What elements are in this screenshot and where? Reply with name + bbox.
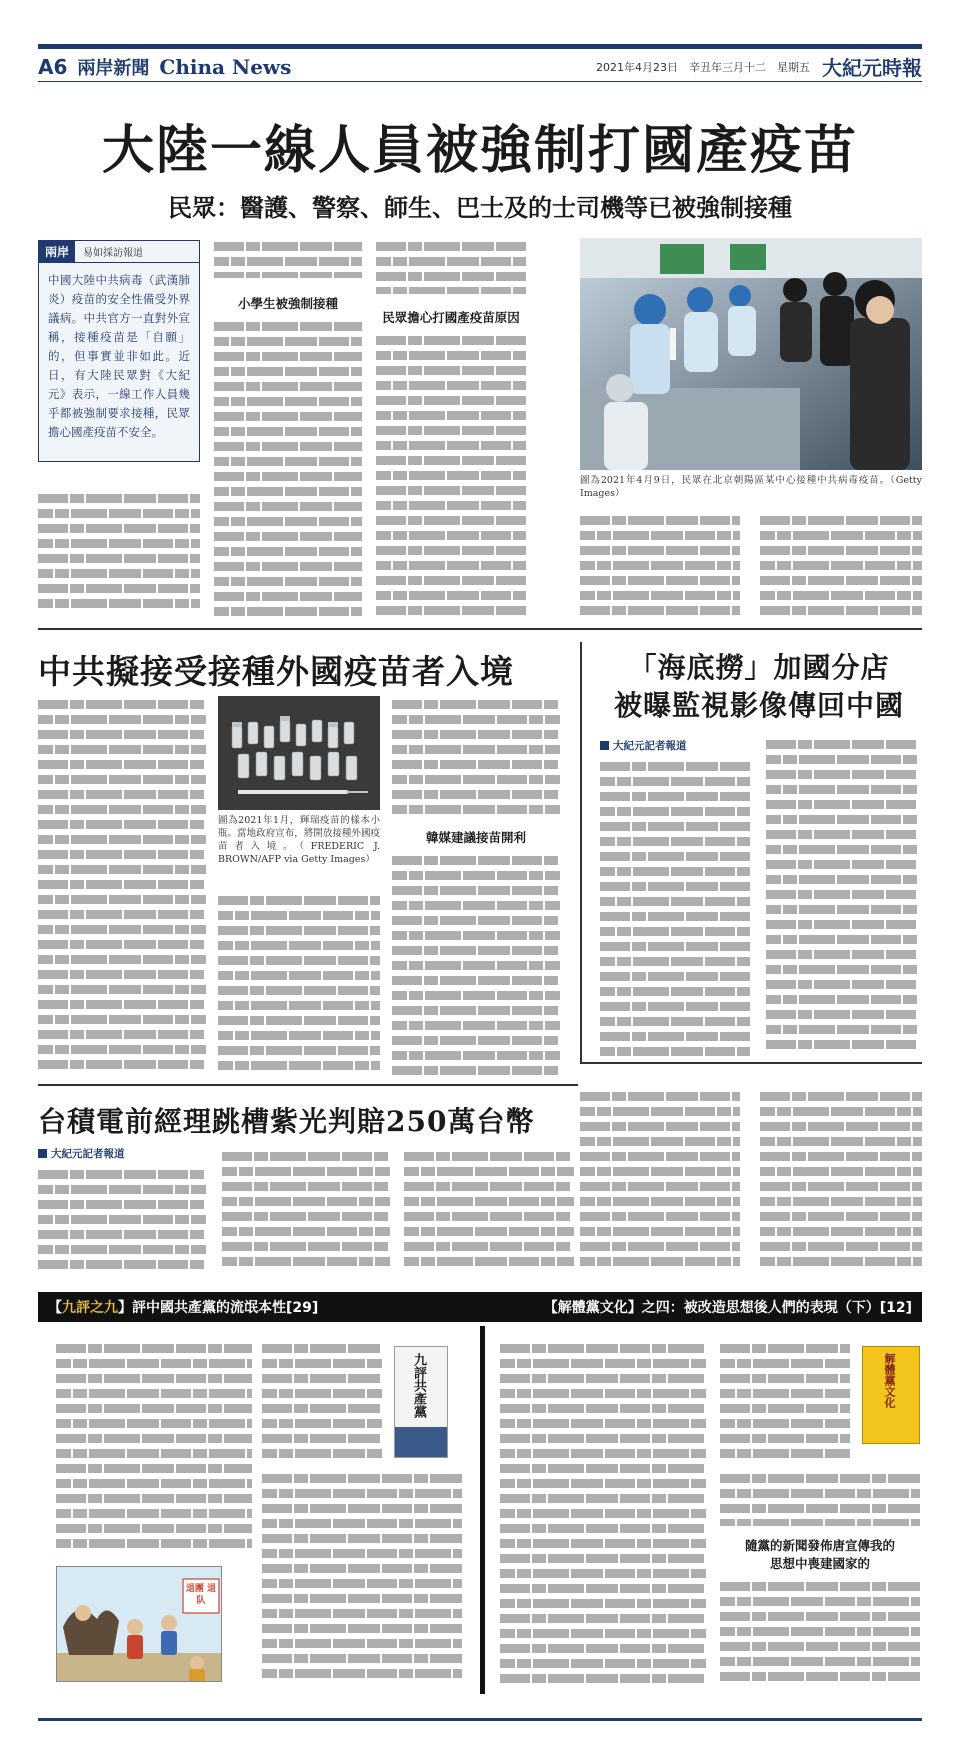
story3-headline-line1: 「海底撈」加國分店 — [628, 651, 890, 684]
article-column — [760, 1088, 922, 1270]
story3-byline: 大紀元記者報道 — [600, 738, 687, 753]
story4-byline: 大紀元記者報道 — [38, 1146, 125, 1161]
section-divider — [38, 628, 922, 630]
vaccination-photo — [580, 238, 922, 470]
article-column — [580, 512, 740, 616]
article-column — [376, 332, 526, 616]
article-column — [214, 318, 362, 616]
book-title: 九評共產黨 — [411, 1353, 426, 1418]
article-column — [262, 1470, 462, 1682]
photo-caption: 圖為2021年1月，輝瑞疫苗的樣本小瓶。當地政府宣布，將開放接種外國疫苗者入境。（FREDERIC J. BROWN/AFP via Getty Images） — [218, 815, 380, 865]
article-column — [222, 1148, 390, 1270]
article-subhead: 思想中喪建國家的 — [769, 1556, 870, 1571]
serial-right-title: 【解體黨文化】之四：被改造思想後人們的表現（下）[12] — [543, 1300, 912, 1316]
article-column — [760, 512, 922, 616]
article-column — [218, 892, 380, 1076]
article-subhead: 隨黨的新聞發佈唐宣傳我的 — [744, 1538, 895, 1553]
article-column — [720, 1470, 920, 1526]
story3-headline-line2: 被曝監視影像傳回中國 — [613, 689, 904, 722]
book-cover-band — [395, 1427, 448, 1457]
main-subhead: 民眾：醫護、警察、師生、巴士及的士司機等已被強制接種 — [168, 193, 792, 222]
cartoon-label: 退團 退队 — [185, 1584, 217, 1606]
article-column — [404, 1148, 574, 1270]
main-headline: 大陸一線人員被強制打國產疫苗 — [101, 120, 858, 181]
cartoon-illustration — [56, 1566, 222, 1682]
lead-box-byline: 易如採訪報道 — [83, 248, 144, 259]
article-subhead: 小學生被強制接種 — [237, 296, 338, 311]
column-divider — [580, 642, 582, 1062]
article-column — [500, 1340, 706, 1690]
article-column — [214, 238, 362, 278]
book-title: 解體黨文化 — [883, 1353, 896, 1408]
section-title-en: China News — [159, 54, 292, 79]
book-cover-nine-commentaries — [394, 1346, 448, 1458]
lead-box — [38, 240, 200, 462]
book-cover-disintegrating-party-culture — [862, 1346, 920, 1444]
article-column — [56, 1340, 252, 1550]
article-column — [720, 1340, 850, 1460]
article-column — [392, 696, 560, 814]
article-column — [720, 1578, 920, 1690]
page-number: A6 — [38, 54, 68, 79]
article-column — [38, 1166, 206, 1270]
story2-headline: 中共擬接受接種外國疫苗者入境 — [38, 652, 514, 691]
story4-headline: 台積電前經理跳槽紫光判賠250萬台幣 — [38, 1105, 535, 1138]
article-subhead: 民眾擔心打國產疫苗原因 — [382, 310, 520, 325]
article-column — [580, 1088, 740, 1270]
article-column — [392, 852, 560, 1076]
article-column — [262, 1340, 382, 1460]
vaccination-photo-illustration — [580, 238, 922, 470]
serial-header-bar — [38, 1292, 922, 1322]
article-column — [38, 490, 200, 616]
article-column — [376, 238, 526, 294]
section-divider — [38, 1084, 578, 1086]
masthead-top-bar — [38, 44, 922, 49]
vaccine-vials-photo — [218, 696, 380, 810]
article-column — [600, 758, 750, 1056]
lead-box-tag: 兩岸 — [39, 241, 75, 263]
article-column — [38, 696, 206, 1076]
masthead — [38, 52, 922, 82]
vaccine-vials-illustration — [218, 696, 380, 810]
story3-bottom-rule — [580, 1062, 922, 1064]
serial-divider — [480, 1326, 485, 1694]
lead-paragraph: 中國大陸中共病毒（武漢肺炎）疫苗的安全性備受外界議病。中共官方一直對外宣稱，接種疫苗是「自願」的，但事實並非如此。近日，有大陸民眾對《大紀元》表示，一線工作人員幾乎都被強制要求接種，民眾擔心國產疫苗不安全。 — [48, 273, 190, 439]
page-bottom-rule — [38, 1718, 922, 1721]
serial-left-title: 【九評之九】評中國共產黨的流氓本性[29] — [48, 1300, 319, 1316]
newspaper-logo: 大紀元時報 — [822, 56, 922, 80]
section-title-zh: 兩岸新聞 — [77, 57, 150, 79]
photo-caption: 圖為2021年4月9日，民眾在北京朝陽區某中心接種中共病毒疫苗。（Getty Images） — [580, 475, 922, 499]
article-column — [766, 736, 922, 1056]
issue-date: 2021年4月23日 辛丑年三月十二 星期五 — [596, 60, 810, 74]
article-subhead: 韓媒建議接苗開利 — [425, 830, 526, 845]
